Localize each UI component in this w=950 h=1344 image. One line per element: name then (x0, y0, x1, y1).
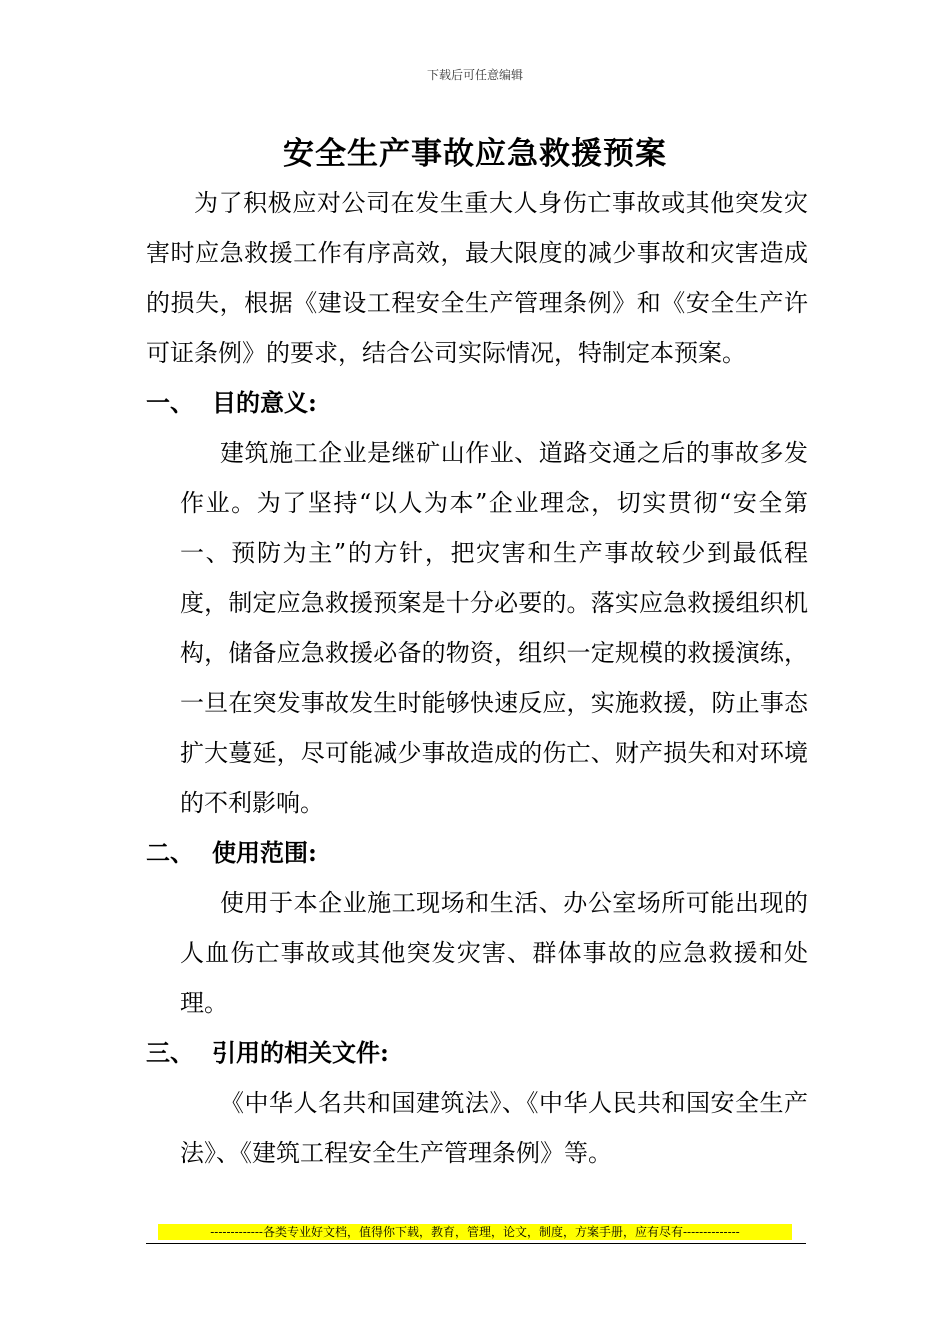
section-paragraph-purpose: 建筑施工企业是继矿山作业、道路交通之后的事故多发作业。为了坚持“以人为本”企业理念，切实贯彻“安全第一、预防为主”的方针，把灾害和生产事故较少到最低程度，制定应急救援预案是十分必要的。落实应急救援组织机构，储备应急救援必备的物资，组织一定规模的救援演练，一旦在突发事故发生时能够快速反应，实施救援，防止事态扩大蔓延，尽可能减少事故造成的伤亡、财产损失和对环境的不利影响。 (180, 439, 808, 817)
section-number: 三、 (146, 1038, 194, 1067)
header-note: 下载后可任意编辑 (426, 68, 523, 82)
footer-divider (146, 1243, 806, 1244)
document-body (146, 178, 808, 1178)
section-heading-scope (146, 828, 808, 878)
section-heading-references (146, 1028, 808, 1078)
section-paragraph-references: 《中华人名共和国建筑法》、《中华人民共和国安全生产法》、《建筑工程安全生产管理条例》等。 (180, 1089, 808, 1167)
section-title: 目的意义: (212, 388, 317, 417)
footer-banner: -------------各类专业好文档，值得你下载，教育，管理，论文，制度，方案手册，应有尽有-------------- (158, 1224, 792, 1240)
section-number: 二、 (146, 838, 194, 867)
section-number: 一、 (146, 388, 194, 417)
section-paragraph-scope: 使用于本企业施工现场和生活、办公室场所可能出现的人血伤亡事故或其他突发灾害、群体事故的应急救援和处理。 (180, 889, 808, 1017)
document-title: 安全生产事故应急救援预案 (283, 136, 667, 172)
section-title: 使用范围: (212, 838, 317, 867)
intro-paragraph: 为了积极应对公司在发生重大人身伤亡事故或其他突发灾害时应急救援工作有序高效，最大限度的减少事故和灾害造成的损失，根据《建设工程安全生产管理条例》和《安全生产许可证条例》的要求，结合公司实际情况，特制定本预案。 (146, 189, 808, 367)
section-title: 引用的相关文件: (212, 1038, 389, 1067)
section-heading-purpose (146, 378, 808, 428)
